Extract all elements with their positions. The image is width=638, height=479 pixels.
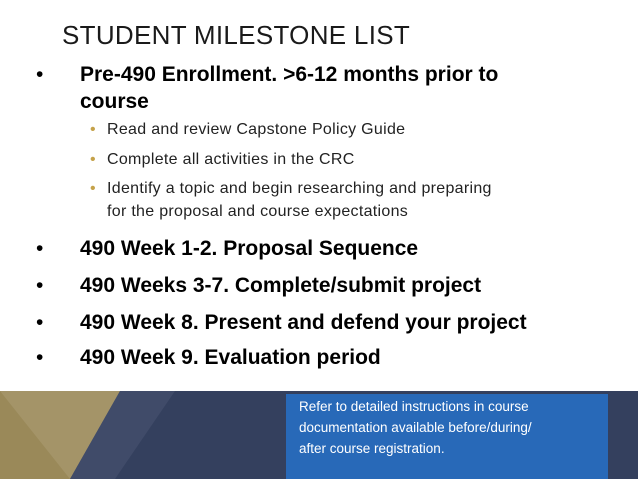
sub-bullet-item [90, 180, 492, 198]
main-bullet-item-continued [80, 90, 149, 114]
bullet-icon: • [36, 237, 44, 260]
main-item-text: Pre-490 Enrollment. >6-12 months prior to [80, 63, 499, 86]
main-item-text: course [80, 90, 149, 113]
note-box [286, 394, 608, 479]
bullet-icon: • [36, 346, 44, 369]
sub-bullet-item-continued [107, 203, 408, 221]
main-item-text: 490 Week 9. Evaluation period [80, 346, 381, 369]
main-bullet-item [36, 346, 381, 370]
bullet-icon: • [36, 274, 44, 297]
bullet-icon: • [90, 151, 96, 168]
sub-bullet-item [90, 151, 355, 169]
main-bullet-item [36, 311, 527, 335]
main-item-text: 490 Week 1-2. Proposal Sequence [80, 237, 419, 260]
bullet-icon: • [36, 311, 44, 334]
bullet-icon: • [36, 63, 44, 86]
sub-item-text: Complete all activities in the CRC [107, 151, 355, 168]
slide-title: STUDENT MILESTONE LIST [62, 20, 411, 50]
sub-item-text: Identify a topic and begin researching and preparing [107, 180, 492, 197]
main-item-text: 490 Week 8. Present and defend your project [80, 311, 527, 334]
main-item-text: 490 Weeks 3-7. Complete/submit project [80, 274, 482, 297]
sub-bullet-item [90, 121, 406, 139]
main-bullet-item [36, 63, 499, 87]
main-bullet-item [36, 274, 482, 298]
bullet-icon: • [90, 180, 96, 197]
note-line: documentation available before/during/ [299, 420, 532, 435]
bullet-icon: • [90, 121, 96, 138]
sub-item-text: Read and review Capstone Policy Guide [107, 121, 406, 138]
note-line: Refer to detailed instructions in course [299, 399, 529, 414]
sub-item-text: for the proposal and course expectations [107, 203, 409, 220]
note-line: after course registration. [299, 441, 445, 456]
main-bullet-item [36, 237, 419, 261]
